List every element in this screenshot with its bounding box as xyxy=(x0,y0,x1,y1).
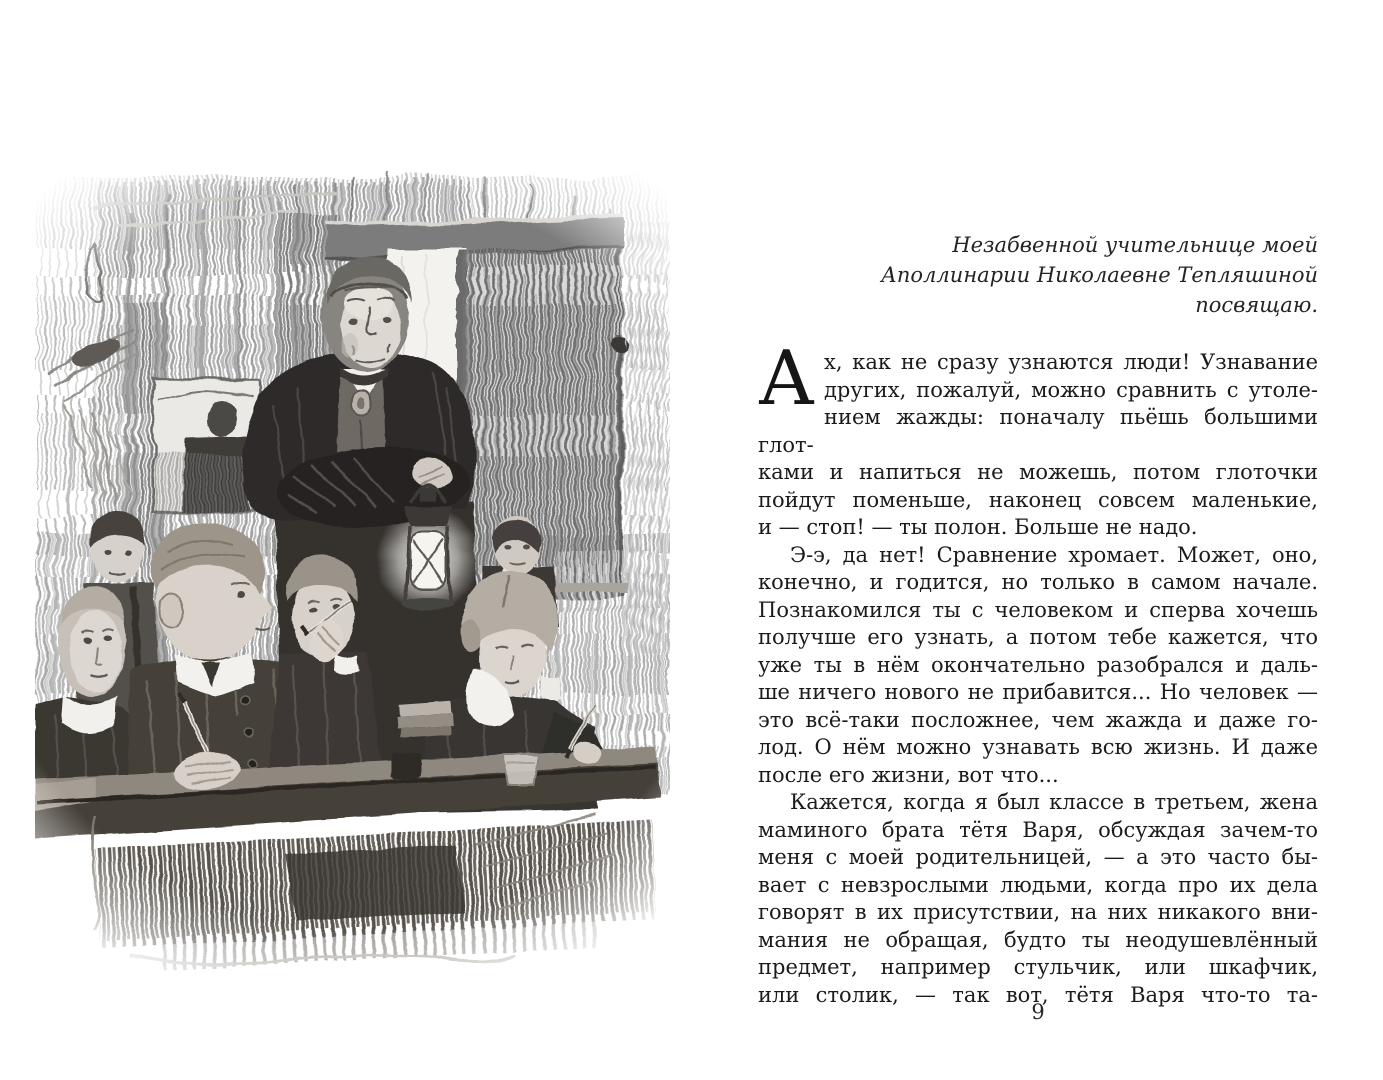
text-line: после его жизни, вот что... xyxy=(758,762,1059,787)
text-line: предмет, например стульчик, или шкафчик, xyxy=(758,955,1318,979)
text-line: уже ты в нём окончательно разобрался и даль- xyxy=(758,652,1318,677)
glass-on-desk xyxy=(503,755,539,785)
body-text xyxy=(758,334,1318,1009)
text-line: ками и напиться не можешь, потом глоточки xyxy=(758,460,1318,484)
text-line: х, как не сразу узнаются люди! Узнавание xyxy=(824,350,1318,374)
text-line: конечно, и годится, но только в самом начале. xyxy=(758,570,1318,594)
drop-cap: А xyxy=(758,334,815,422)
dedication xyxy=(758,230,1318,320)
text-line: лод. О нём можно узнавать всю жизнь. И даже xyxy=(758,735,1318,759)
text-line: или столик, — так вот, тётя Варя что-то та- xyxy=(758,982,1318,1007)
text-line: Познакомился ты с человеком и сперва хочешь xyxy=(758,597,1318,622)
wall-mirror xyxy=(153,380,260,515)
text-line: получше его узнать, а потом тебе кажется, что xyxy=(758,625,1318,649)
text-line: говорят в их присутствии, на них никакого вни- xyxy=(758,900,1318,924)
inkwell xyxy=(391,753,421,779)
books-on-desk xyxy=(397,701,454,739)
right-page xyxy=(758,230,1318,1009)
dedication-line: Незабвенной учительнице моей xyxy=(952,233,1318,257)
dedication-line: Аполлинарии Николаевне Тепляшиной xyxy=(880,263,1318,287)
text-line: это всё-таки посложнее, чем жажда и даже го- xyxy=(758,707,1318,732)
text-line: меня с моей родительницей, — а это часто бы- xyxy=(758,845,1318,869)
paragraph xyxy=(758,334,1318,542)
text-line: маминого брата тётя Варя, обсуждая зачем-то xyxy=(758,817,1318,842)
bookshelf xyxy=(553,583,627,592)
paragraph xyxy=(758,542,1318,790)
text-line: и — стоп! — ты полон. Больше не надо. xyxy=(758,515,1198,539)
text-line: Кажется, когда я был классе в третьем, жена xyxy=(790,790,1318,814)
text-line: мания не обращая, будто ты неодушевлённый xyxy=(758,927,1318,952)
page-number: 9 xyxy=(1031,1000,1045,1024)
left-page xyxy=(35,155,670,985)
text-line: вает с невзрослыми людьми, когда про их дела xyxy=(758,872,1318,897)
text-line: Э-э, да нет! Сравнение хромает. Может, оно, xyxy=(790,542,1318,567)
classroom-illustration xyxy=(35,155,670,985)
paragraph xyxy=(758,789,1318,1009)
text-line: других, пожалуй, можно сравнить с утоле- xyxy=(824,377,1318,402)
dedication-line: посвящаю. xyxy=(1195,293,1318,317)
text-line: пойдут поменьше, наконец совсем маленькие, xyxy=(758,487,1318,512)
text-line: нием жажды: поначалу пьёшь большими глот- xyxy=(758,405,1318,457)
school-desk xyxy=(35,747,661,977)
text-line: ше ничего нового не прибавится... Но человек — xyxy=(758,680,1318,704)
